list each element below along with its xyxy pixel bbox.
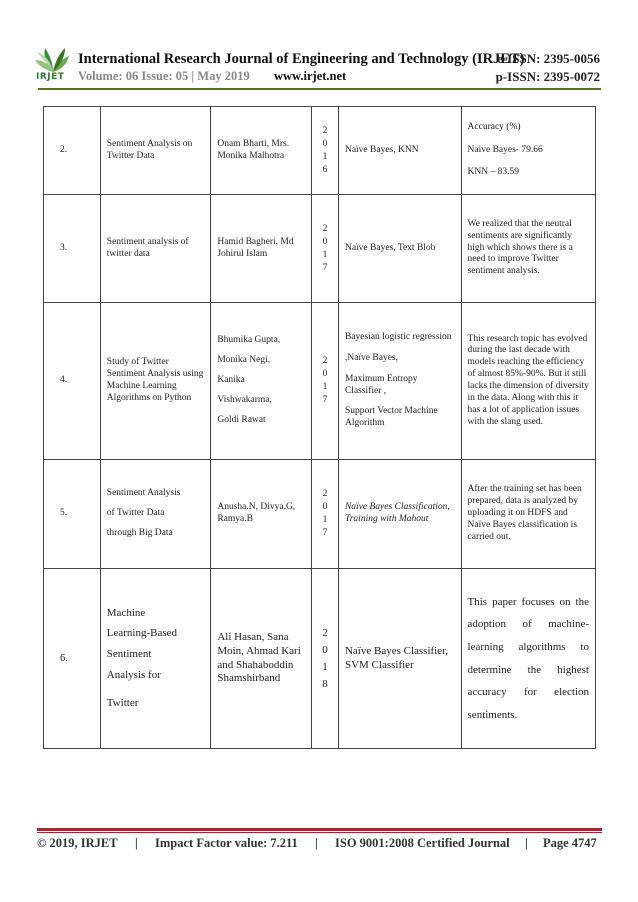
table-row xyxy=(44,460,596,569)
results: We realized that the neutral sentiments are significantly high which shows there is a need to improve Twitter sentiment analysis. xyxy=(461,195,595,303)
results xyxy=(461,107,595,195)
paper-title: Sentiment Analysis on Twitter Data xyxy=(100,107,211,195)
pissn: p-ISSN: 2395-0072 xyxy=(495,69,600,84)
row-number: 2. xyxy=(44,107,101,195)
paper-title: Sentiment analysis of twitter data xyxy=(100,195,211,303)
results: This research topic has evolved during the last decade with models reaching the efficiency of almost 85%-90%. But it still lacks the dimension of diversity in the data. Along with this it has a lot of application issues with the slang used. xyxy=(461,303,595,460)
row-number: 5. xyxy=(44,460,101,569)
year-digit: 1 xyxy=(322,249,328,260)
author-line: Kanika xyxy=(217,375,245,386)
title-line: Sentiment xyxy=(106,648,152,661)
author-line: Vishwakarma, xyxy=(217,394,272,405)
footer-separator: | xyxy=(315,836,318,850)
year xyxy=(312,569,339,749)
footer-divider-thin xyxy=(37,832,602,833)
year-digit: 0 xyxy=(322,643,328,656)
year-digit: 2 xyxy=(322,626,328,639)
year-digit: 7 xyxy=(322,395,328,405)
year-digit: 7 xyxy=(322,262,328,273)
website-link[interactable]: www.irjet.net xyxy=(274,69,347,83)
logo-text: IRJET xyxy=(36,72,65,82)
page-number: Page 4747 xyxy=(543,836,597,850)
result-line: KNN – 83.59 xyxy=(467,167,519,178)
header-divider xyxy=(38,88,601,90)
results: This paper focuses on the adoption of machine-learning algorithms to determine the highest accuracy for election sentiments. xyxy=(461,569,595,749)
authors: Onam Bharti, Mrs. Monika Malhotra xyxy=(211,107,312,195)
year xyxy=(312,460,339,569)
title-line: of Twitter Data xyxy=(106,508,165,519)
technique-line: ,Naïve Bayes, xyxy=(344,352,398,363)
footer-divider xyxy=(37,828,602,831)
technique: Naïve Bayes, KNN xyxy=(338,107,461,195)
row-number: 4. xyxy=(44,303,101,460)
author-line: Monika Negi, xyxy=(217,355,271,366)
paper-title xyxy=(100,569,211,749)
technique: Naïve Bayes Classification, Training with Mahout xyxy=(338,460,461,569)
authors: Ali Hasan, Sana Moin, Ahmad Kari and Shahaboddin Shamshirband xyxy=(211,569,312,749)
eissn: e-ISSN: 2395-0056 xyxy=(497,51,600,66)
title-line: Machine xyxy=(106,606,146,619)
volume-issue: Volume: 06 Issue: 05 | May 2019 xyxy=(78,69,250,83)
year-digit: 1 xyxy=(322,660,328,673)
author-line: Goldi Rawat xyxy=(217,414,266,425)
technique-line: Maximum Entropy Classifier , xyxy=(344,373,418,396)
footer-separator: | xyxy=(525,836,528,850)
year-digit: 2 xyxy=(322,125,328,136)
year xyxy=(312,303,339,460)
row-number: 3. xyxy=(44,195,101,303)
literature-table xyxy=(43,106,596,749)
year xyxy=(312,195,339,303)
year-digit: 8 xyxy=(322,677,328,690)
technique-line: Support Vector Machine Algorithm xyxy=(344,406,438,429)
title-line: Learning-Based xyxy=(106,627,178,640)
authors: Anusha.N, Divya.G, Ramya.B xyxy=(211,460,312,569)
year-digit: 6 xyxy=(322,164,328,175)
year-digit: 0 xyxy=(322,369,328,379)
paper-title: Study of Twitter Sentiment Analysis using Machine Learning Algorithms on Python xyxy=(100,303,211,460)
author-line: Bhumika Gupta, xyxy=(217,335,281,346)
technique-line: Bayesian logistic regression xyxy=(344,331,452,342)
authors xyxy=(211,303,312,460)
table-row xyxy=(44,195,596,303)
paper-title xyxy=(100,460,211,569)
impact-factor: Impact Factor value: 7.211 xyxy=(155,836,298,850)
title-line: through Big Data xyxy=(106,527,173,538)
year-digit: 0 xyxy=(322,502,328,512)
title-line: Twitter xyxy=(106,696,139,709)
footer-separator: | xyxy=(135,836,138,850)
results: After the training set has been prepared, data is analyzed by uploading it on HDFS and Naïve Bayes classification is carried out. xyxy=(461,460,595,569)
technique: Naïve Bayes Classifier, SVM Classifier xyxy=(338,569,461,749)
row-number: 6. xyxy=(44,569,101,749)
year-digit: 2 xyxy=(322,223,328,234)
title-line: Sentiment Analysis xyxy=(106,488,181,499)
year-digit: 7 xyxy=(322,528,328,538)
title-line: Analysis for xyxy=(106,668,161,681)
iso-certification: ISO 9001:2008 Certified Journal xyxy=(335,836,510,850)
year xyxy=(312,107,339,195)
result-line: Naive Bayes- 79.66 xyxy=(467,144,543,155)
year-digit: 0 xyxy=(322,236,328,247)
page-header xyxy=(0,0,638,95)
journal-title: International Research Journal of Engineering and Technology (IRJET) xyxy=(78,51,525,67)
technique xyxy=(338,303,461,460)
authors: Hamid Bagheri, Md Johirul Islam xyxy=(211,195,312,303)
year-digit: 2 xyxy=(322,489,328,499)
year-digit: 1 xyxy=(322,151,328,162)
table-row xyxy=(44,107,596,195)
result-line: Accuracy (%) xyxy=(467,121,521,132)
year-digit: 1 xyxy=(322,515,328,525)
year-digit: 0 xyxy=(322,138,328,149)
table-row xyxy=(44,303,596,460)
year-digit: 1 xyxy=(322,382,328,392)
copyright: © 2019, IRJET xyxy=(37,836,118,850)
technique: Naïve Bayes, Text Blob xyxy=(338,195,461,303)
year-digit: 2 xyxy=(322,356,328,366)
table-row xyxy=(44,569,596,749)
